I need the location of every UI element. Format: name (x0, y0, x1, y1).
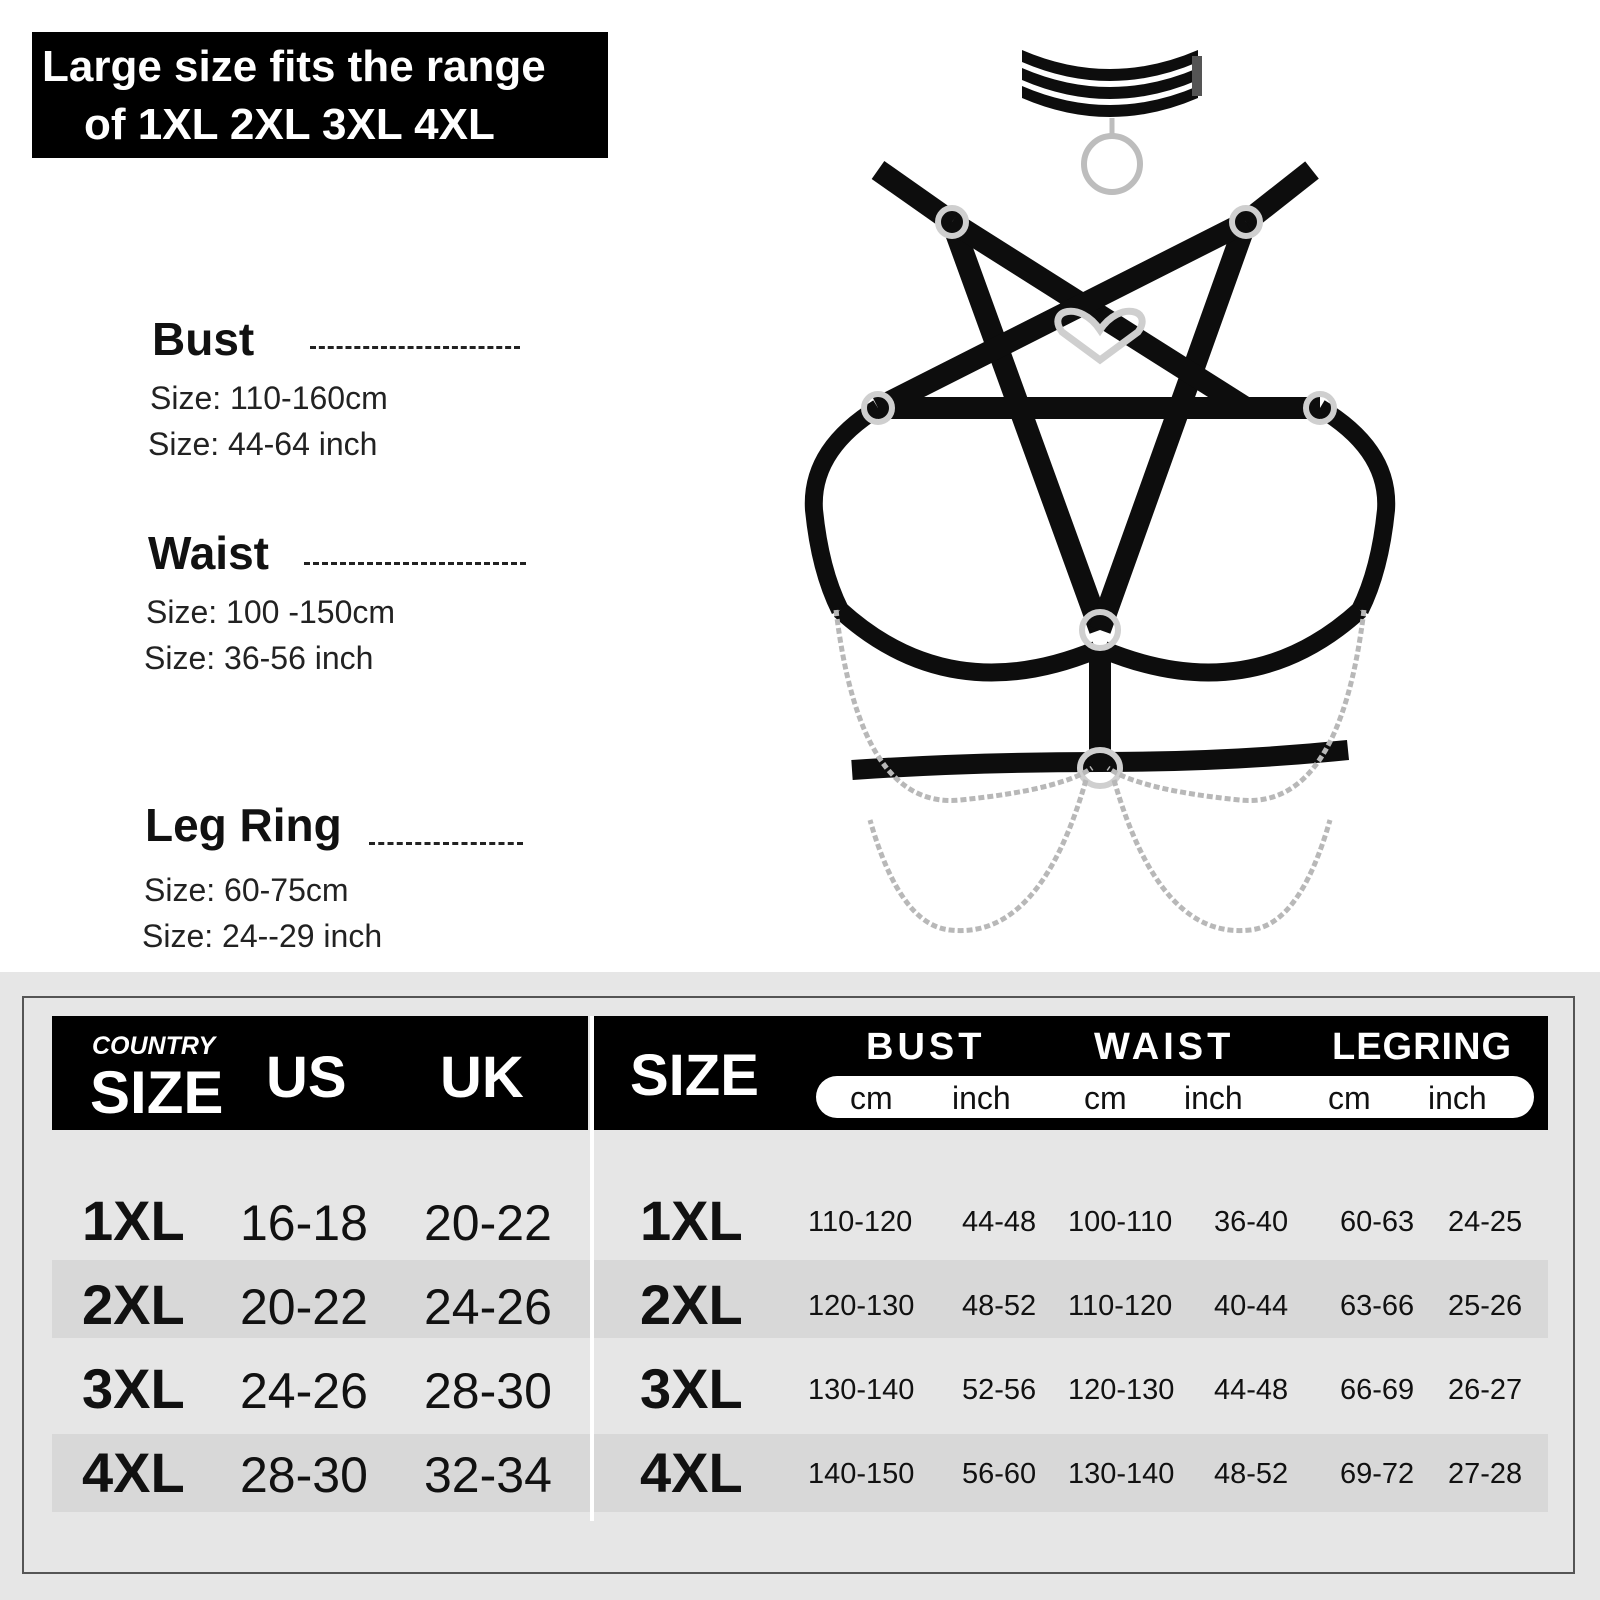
leg-ring-size-inch: Size: 24--29 inch (142, 918, 383, 954)
size-cell: 1XL (82, 1189, 185, 1252)
legring-inch-unit: inch (1428, 1080, 1487, 1116)
uk-cell: 20-22 (424, 1195, 552, 1251)
waist-inch-cell: 40-44 (1214, 1290, 1289, 1322)
us-cell: 16-18 (240, 1195, 368, 1251)
bust-header: BUST (866, 1026, 986, 1068)
waist-cm-cell: 110-120 (1068, 1290, 1173, 1322)
bust-inch-cell: 52-56 (962, 1374, 1037, 1406)
bust-title: Bust (152, 313, 255, 365)
bust-inch-cell: 56-60 (962, 1458, 1037, 1490)
choker-icon (1022, 50, 1202, 192)
bust-cm-cell: 120-130 (808, 1290, 915, 1322)
leg-ring-title: Leg Ring (145, 799, 342, 851)
waist-cm-cell: 130-140 (1068, 1458, 1175, 1490)
leg-ring-size-cm: Size: 60-75cm (144, 872, 349, 908)
waist-size-cm: Size: 100 -150cm (146, 594, 396, 630)
leg-ring-dash-line (369, 842, 523, 845)
legring-cm-cell: 69-72 (1340, 1458, 1415, 1490)
bust-inch-unit: inch (952, 1080, 1011, 1116)
waist-header: WAIST (1094, 1026, 1235, 1068)
waist-inch-unit: inch (1184, 1080, 1243, 1116)
legring-header: LEGRING (1332, 1026, 1513, 1068)
bust-inch-cell: 44-48 (962, 1206, 1037, 1238)
bust-cm-cell: 140-150 (808, 1458, 915, 1490)
legring-inch-cell: 27-28 (1448, 1458, 1523, 1490)
bust-cm-unit: cm (850, 1080, 893, 1116)
bust-cm-cell: 110-120 (808, 1206, 913, 1238)
bust-inch-cell: 48-52 (962, 1290, 1037, 1322)
country-label: COUNTRY (92, 1032, 216, 1060)
bust-cm-cell: 130-140 (808, 1374, 915, 1406)
waist-inch-cell: 44-48 (1214, 1374, 1289, 1406)
waist-cm-cell: 120-130 (1068, 1374, 1175, 1406)
legring-cm-cell: 63-66 (1340, 1290, 1415, 1322)
waist-size-inch: Size: 36-56 inch (144, 640, 374, 676)
bust-size-cm: Size: 110-160cm (150, 380, 388, 416)
bust-measure (148, 312, 532, 472)
us-cell: 20-22 (240, 1279, 368, 1335)
waist-dash-line (304, 562, 526, 565)
banner-line-1: Large size fits the range (42, 42, 546, 91)
size-cell: 4XL (82, 1441, 185, 1504)
size-cell: 2XL (82, 1273, 185, 1336)
legring-cm-cell: 66-69 (1340, 1374, 1415, 1406)
banner-line-2: of 1XL 2XL 3XL 4XL (84, 100, 495, 149)
bust-dash-line (310, 346, 520, 349)
legring-cm-unit: cm (1328, 1080, 1371, 1116)
us-cell: 28-30 (240, 1447, 368, 1503)
us-cell: 24-26 (240, 1363, 368, 1419)
size-cell-right: 2XL (640, 1273, 743, 1336)
size-cell-right: 4XL (640, 1441, 743, 1504)
uk-cell: 32-34 (424, 1447, 552, 1503)
size-cell-right: 3XL (640, 1357, 743, 1420)
size-header: SIZE (630, 1043, 759, 1108)
waist-measure (144, 526, 538, 686)
legring-inch-cell: 26-27 (1448, 1374, 1523, 1406)
legring-cm-cell: 60-63 (1340, 1206, 1415, 1238)
waist-inch-cell: 48-52 (1214, 1458, 1289, 1490)
waist-inch-cell: 36-40 (1214, 1206, 1289, 1238)
legring-inch-cell: 24-25 (1448, 1206, 1523, 1238)
size-cell-right: 1XL (640, 1189, 743, 1252)
uk-header: UK (440, 1045, 524, 1110)
size-range-banner (32, 32, 608, 158)
us-header: US (266, 1045, 347, 1110)
size-cell: 3XL (82, 1357, 185, 1420)
uk-cell: 24-26 (424, 1279, 552, 1335)
country-size-header (52, 1016, 588, 1130)
units-pill (816, 1076, 1534, 1118)
waist-cm-unit: cm (1084, 1080, 1127, 1116)
legring-inch-cell: 25-26 (1448, 1290, 1523, 1322)
leg-ring-measure (142, 798, 535, 958)
bust-size-inch: Size: 44-64 inch (148, 426, 378, 462)
harness-product-image (800, 10, 1420, 970)
uk-cell: 28-30 (424, 1363, 552, 1419)
waist-title: Waist (148, 527, 269, 579)
measurement-header (594, 1016, 1548, 1130)
country-size-label: SIZE (90, 1059, 224, 1126)
column-separator (590, 1016, 594, 1521)
waist-cm-cell: 100-110 (1068, 1206, 1173, 1238)
